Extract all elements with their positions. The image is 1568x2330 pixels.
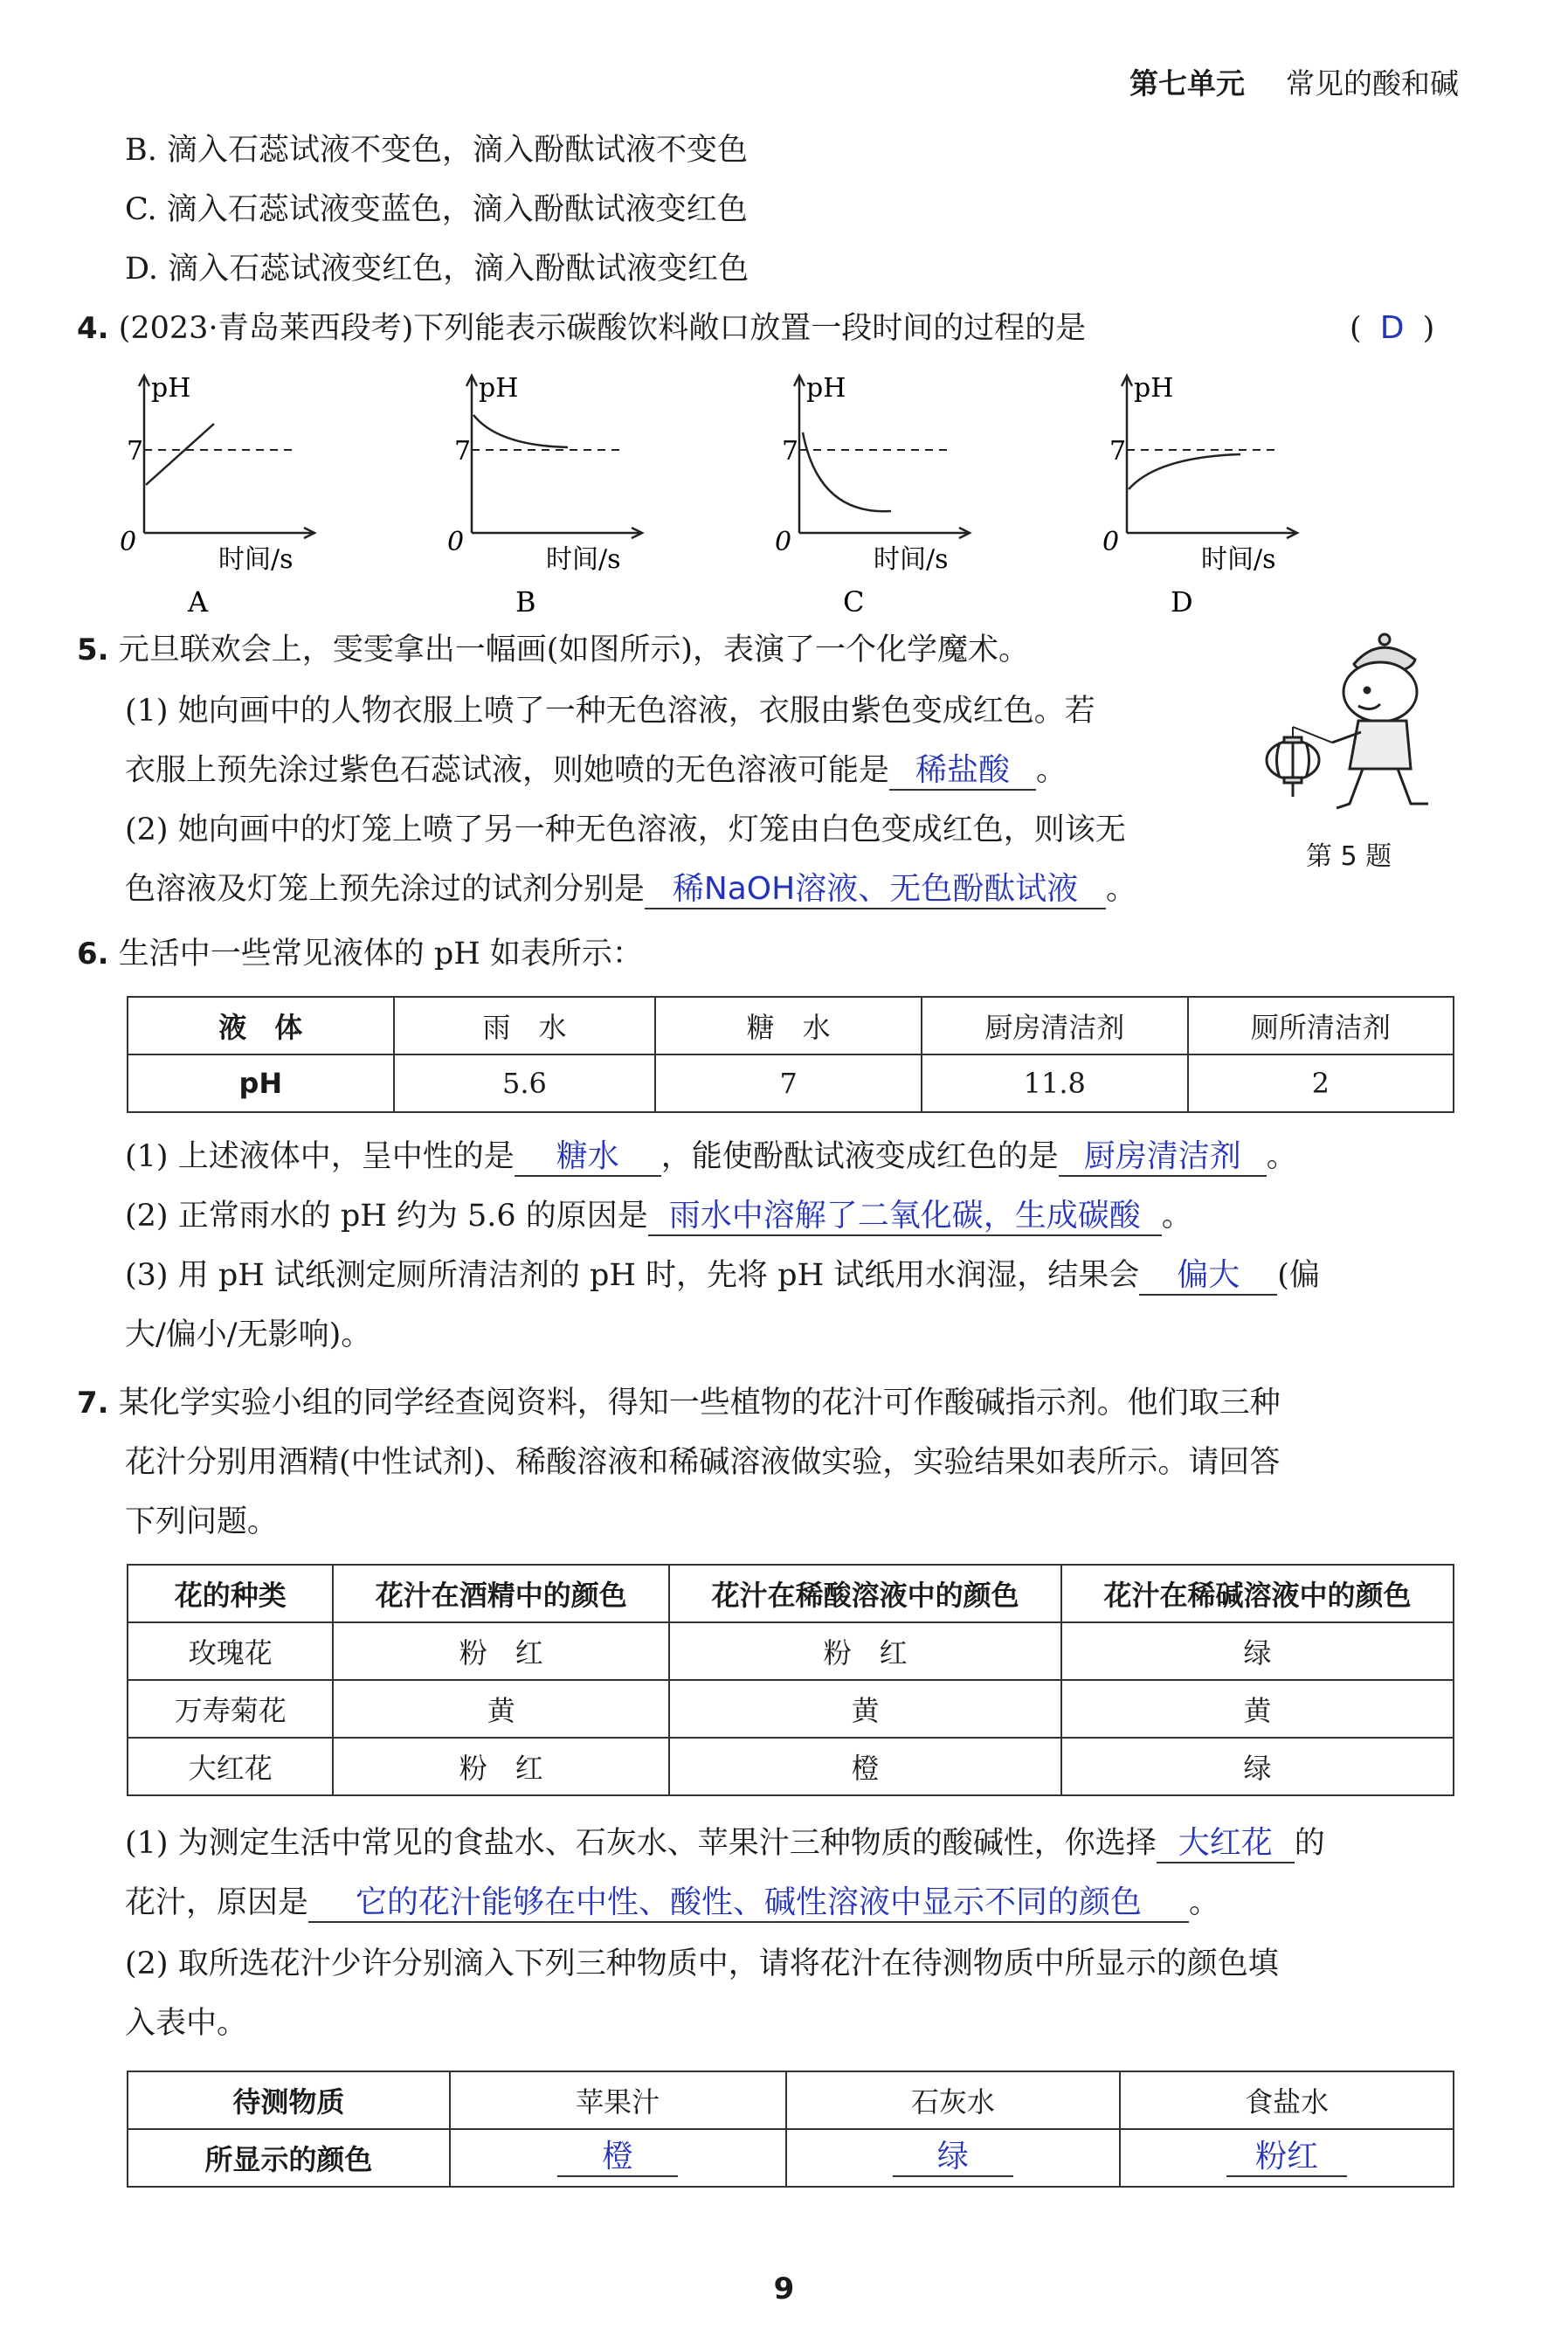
table-row — [128, 2129, 1454, 2187]
table-cell: 5.6 — [394, 1054, 656, 1112]
q5-p1a: (1) 她向画中的人物衣服上喷了一种无色溶液，衣服由紫色变成红色。若 — [125, 694, 1095, 729]
chart-option-label: A — [188, 585, 209, 619]
q7-answer-2: 它的花汁能够在中性、酸性、碱性溶液中显示不同的颜色 — [308, 1884, 1189, 1923]
q7-p2-cont: 入表中。 — [125, 2006, 248, 2041]
chart-A — [120, 373, 314, 619]
table-cell: pH — [128, 1054, 394, 1112]
x-axis-label: 时间/s — [546, 544, 621, 575]
table-row — [128, 1738, 1454, 1795]
table-cell: 粉 红 — [669, 1622, 1061, 1680]
table-header: 待测物质 — [128, 2071, 450, 2129]
ph-curve — [473, 415, 568, 447]
q6-p3: (3) 用 pH 试纸测定厕所清洁剂的 pH 时，先将 pH 试纸用水润湿，结果会 偏大 (偏 — [125, 1255, 1320, 1296]
table-cell: 所显示的颜色 — [128, 2129, 450, 2187]
table-row — [128, 1680, 1454, 1738]
q7-answer-apple: 橙 — [557, 2139, 678, 2177]
table-row — [128, 997, 1454, 1054]
q4-stem — [77, 308, 1086, 349]
origin-label: 0 — [447, 527, 465, 557]
q6-stem — [77, 933, 643, 975]
table-header: 花汁在稀碱溶液中的颜色 — [1061, 1565, 1454, 1622]
page-header — [1129, 61, 1459, 102]
q5-p2b: 色溶液及灯笼上预先涂过的试剂分别是 稀NaOH溶液、无色酚酞试液 。 — [125, 868, 1136, 910]
q5-text: 元旦联欢会上，雯雯拿出一幅画(如图所示)，表演了一个化学魔术。 — [118, 633, 1030, 667]
q7-text-3: 下列问题。 — [125, 1504, 279, 1539]
q3-option-b: B. 滴入石蕊试液不变色，滴入酚酞试液不变色 — [125, 133, 748, 168]
q5-answer-2: 稀NaOH溶液、无色酚酞试液 — [645, 871, 1106, 909]
table-cell: 玫瑰花 — [128, 1622, 333, 1680]
table-cell: 石灰水 — [786, 2071, 1121, 2129]
q5-p2a: (2) 她向画中的灯笼上喷了另一种无色溶液，灯笼由白色变成红色，则该无 — [125, 812, 1126, 847]
table-row — [128, 1054, 1454, 1112]
q6-p3-cont: 大/偏小/无影响)。 — [125, 1317, 372, 1352]
table-cell: 液 体 — [128, 997, 394, 1054]
q4-answer: D — [1379, 310, 1405, 346]
chart-option-label: C — [843, 585, 865, 619]
table-cell: 苹果汁 — [450, 2071, 786, 2129]
table-cell — [786, 2129, 1121, 2187]
q7-color-table — [127, 2071, 1454, 2188]
q6-p1: (1) 上述液体中，呈中性的是 糖水 ，能使酚酞试液变成红色的是 厨房清洁剂 。 — [125, 1136, 1297, 1178]
x-axis-label: 时间/s — [1201, 544, 1276, 575]
table-cell: 黄 — [333, 1680, 669, 1738]
unit-title: 常见的酸和碱 — [1286, 66, 1459, 100]
ph-curve — [146, 424, 214, 485]
q5-figure-caption: 第 5 题 — [1306, 841, 1392, 872]
origin-label: 0 — [1102, 527, 1120, 557]
origin-label: 0 — [120, 527, 137, 557]
table-cell — [450, 2129, 786, 2187]
q6-answer-1: 糖水 — [515, 1138, 661, 1177]
q4-text: (2023·青岛莱西段考)下列能表示碳酸饮料敞口放置一段时间的过程的是 — [118, 311, 1087, 346]
q6-answer-4: 偏大 — [1139, 1257, 1277, 1296]
ph-curve — [803, 432, 891, 511]
ph7-tick-label: 7 — [782, 436, 799, 467]
x-axis-label: 时间/s — [218, 544, 294, 575]
ph7-tick-label: 7 — [1109, 436, 1127, 467]
q5-answer-1: 稀盐酸 — [889, 752, 1036, 791]
x-axis-label: 时间/s — [874, 544, 949, 575]
origin-label: 0 — [775, 527, 792, 557]
q7-text-2: 花汁分别用酒精(中性试剂)、稀酸溶液和稀碱溶液做实验，实验结果如表所示。请回答 — [125, 1445, 1281, 1480]
q7-number: 7. — [77, 1386, 109, 1421]
table-cell: 雨 水 — [394, 997, 656, 1054]
table-cell: 糖 水 — [655, 997, 922, 1054]
table-cell: 7 — [655, 1054, 922, 1112]
q3-option-d: D. 滴入石蕊试液变红色，滴入酚酞试液变红色 — [125, 252, 749, 287]
q7-stem — [77, 1382, 1281, 1424]
unit-label: 第七单元 — [1129, 66, 1245, 100]
boy-with-lantern-illustration — [1249, 629, 1476, 830]
q7-answer-salt: 粉红 — [1226, 2139, 1347, 2177]
y-axis-label: pH — [806, 373, 846, 404]
q6-number: 6. — [77, 937, 109, 971]
q7-answer-lime: 绿 — [893, 2139, 1013, 2177]
q7-flower-table — [127, 1564, 1454, 1796]
table-cell: 橙 — [669, 1738, 1061, 1795]
q6-text: 生活中一些常见液体的 pH 如表所示： — [118, 937, 643, 971]
q4-charts — [114, 367, 1337, 620]
table-cell: 绿 — [1061, 1738, 1454, 1795]
chart-C — [775, 373, 970, 619]
table-header: 花汁在稀酸溶液中的颜色 — [669, 1565, 1061, 1622]
q6-answer-3: 雨水中溶解了二氧化碳，生成碳酸 — [648, 1198, 1162, 1236]
table-cell: 黄 — [1061, 1680, 1454, 1738]
table-cell: 11.8 — [922, 1054, 1188, 1112]
q6-p2: (2) 正常雨水的 pH 约为 5.6 的原因是 雨水中溶解了二氧化碳，生成碳酸 。 — [125, 1195, 1192, 1237]
table-row — [128, 1622, 1454, 1680]
ph7-tick-label: 7 — [454, 436, 472, 467]
q4-number: 4. — [77, 311, 109, 346]
table-cell: 粉 红 — [333, 1738, 669, 1795]
table-cell: 厕所清洁剂 — [1188, 997, 1454, 1054]
table-cell: 粉 红 — [333, 1622, 669, 1680]
q7-text-1: 某化学实验小组的同学经查阅资料，得知一些植物的花汁可作酸碱指示剂。他们取三种 — [118, 1386, 1281, 1421]
table-cell: 黄 — [669, 1680, 1061, 1738]
q6-ph-table — [127, 996, 1454, 1113]
ph7-tick-label: 7 — [127, 436, 144, 467]
table-row — [128, 1565, 1454, 1622]
ph-curve — [1129, 454, 1240, 489]
table-header: 花的种类 — [128, 1565, 333, 1622]
q5-stem — [77, 629, 1029, 671]
table-header: 花汁在酒精中的颜色 — [333, 1565, 669, 1622]
table-cell — [1120, 2129, 1454, 2187]
page-number: 9 — [773, 2271, 795, 2306]
q3-option-c: C. 滴入石蕊试液变蓝色，滴入酚酞试液变红色 — [125, 192, 748, 227]
table-cell: 万寿菊花 — [128, 1680, 333, 1738]
q7-p1: (1) 为测定生活中常见的食盐水、石灰水、苹果汁三种物质的酸碱性，你选择 大红花 的 — [125, 1822, 1325, 1864]
q5-p1b: 衣服上预先涂过紫色石蕊试液，则她喷的无色溶液可能是 稀盐酸 。 — [125, 750, 1067, 792]
chart-option-label: B — [515, 585, 536, 619]
q7-answer-1: 大红花 — [1157, 1825, 1295, 1863]
q7-p1-cont: 花汁，原因是 它的花汁能够在中性、酸性、碱性溶液中显示不同的颜色 。 — [125, 1882, 1219, 1924]
y-axis-label: pH — [479, 373, 519, 404]
table-cell: 绿 — [1061, 1622, 1454, 1680]
q6-answer-2: 厨房清洁剂 — [1059, 1138, 1267, 1177]
table-cell: 食盐水 — [1120, 2071, 1454, 2129]
q5-number: 5. — [77, 633, 109, 667]
q7-p2: (2) 取所选花汁少许分别滴入下列三种物质中，请将花汁在待测物质中所显示的颜色填 — [125, 1946, 1279, 1981]
y-axis-label: pH — [151, 373, 191, 404]
chart-D — [1102, 373, 1297, 619]
table-cell: 厨房清洁剂 — [922, 997, 1188, 1054]
q4-answer-bracket: ( D ) — [1350, 308, 1434, 349]
y-axis-label: pH — [1134, 373, 1174, 404]
table-cell: 大红花 — [128, 1738, 333, 1795]
table-cell: 2 — [1188, 1054, 1454, 1112]
table-row — [128, 2071, 1454, 2129]
chart-option-label: D — [1171, 585, 1193, 619]
chart-B — [447, 373, 642, 619]
